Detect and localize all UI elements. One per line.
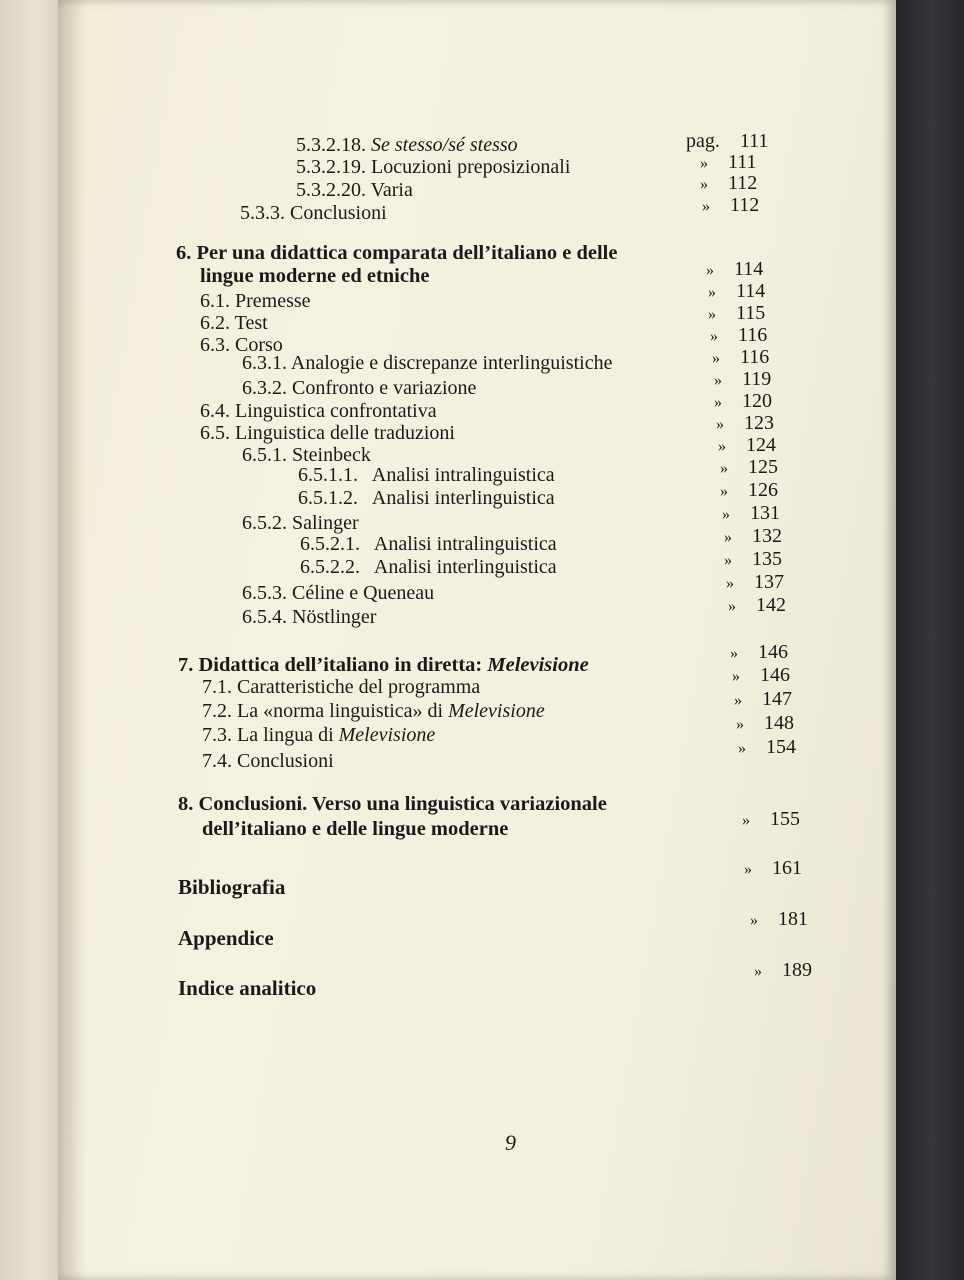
- toc-entry: 6.5.4. Nöstlinger: [242, 606, 377, 628]
- toc-entry: 6.2. Test: [200, 312, 268, 334]
- toc-page-ref: » 148: [736, 712, 794, 734]
- toc-entry: 6.5.3. Céline e Queneau: [242, 582, 435, 604]
- toc-page-ref: » 114: [706, 258, 764, 280]
- toc-page-ref: » 123: [716, 412, 774, 434]
- toc-entry: 6.3. Corso: [200, 334, 283, 356]
- toc-page-ref: » 131: [722, 502, 780, 524]
- toc-page-ref: » 181: [750, 908, 808, 930]
- toc-entry: 6.5.1.1. Analisi intralinguistica: [298, 464, 555, 486]
- toc-page-ref: » 155: [742, 808, 800, 830]
- toc-entry: 6.5.2. Salinger: [242, 512, 359, 534]
- toc-entry: 6.4. Linguistica confrontativa: [200, 400, 437, 422]
- toc-page-ref: » 132: [724, 525, 782, 547]
- toc-page-ref: » 125: [720, 456, 778, 478]
- toc-entry: 5.3.2.18. Se stesso/sé stesso: [296, 134, 518, 156]
- appendix-heading: Appendice: [178, 926, 274, 950]
- toc-entry: 6.5.1.2. Analisi interlinguistica: [298, 487, 555, 509]
- toc-page-ref: » 146: [732, 664, 790, 686]
- toc-entry: 5.3.2.20. Varia: [296, 179, 413, 201]
- toc-page-ref: » 126: [720, 479, 778, 501]
- toc-page-ref: » 146: [730, 641, 788, 663]
- page-number: 9: [505, 1130, 516, 1155]
- toc-page-ref: » 120: [714, 390, 772, 412]
- index-heading: Indice analitico: [178, 976, 317, 1000]
- toc-entry: 7.2. La «norma linguistica» di Melevisione: [202, 700, 545, 722]
- toc-entry: 6.5. Linguistica delle traduzioni: [200, 422, 455, 444]
- toc-page-ref: » 114: [708, 280, 766, 302]
- toc-entry: 6.3.1. Analogie e discrepanze interlinguistiche: [242, 352, 613, 374]
- toc-page-ref: pag. 111: [686, 130, 769, 152]
- toc-page-ref: » 111: [700, 151, 757, 173]
- toc-entry: 5.3.3. Conclusioni: [240, 202, 387, 224]
- toc-page-ref: » 115: [708, 302, 766, 324]
- chapter-heading-continued: lingue moderne ed etniche: [200, 265, 430, 287]
- bibliography-heading: Bibliografia: [178, 875, 286, 899]
- toc-page-ref: » 189: [754, 959, 812, 981]
- chapter-heading: 8. Conclusioni. Verso una linguistica variazionale: [178, 793, 607, 815]
- toc-page-ref: » 112: [702, 194, 760, 216]
- toc-page-ref: » 142: [728, 594, 786, 616]
- toc-page-ref: » 112: [700, 172, 758, 194]
- toc-entry: 6.3.2. Confronto e variazione: [242, 377, 477, 399]
- toc-page-ref: » 147: [734, 688, 792, 710]
- toc-page-ref: » 154: [738, 736, 796, 758]
- toc-page-ref: » 161: [744, 857, 802, 879]
- chapter-heading-continued: dell’italiano e delle lingue moderne: [202, 818, 509, 840]
- toc-entry: 6.5.2.1. Analisi intralinguistica: [300, 533, 557, 555]
- toc-entry: 7.4. Conclusioni: [202, 750, 334, 772]
- toc-entry: 6.5.2.2. Analisi interlinguistica: [300, 556, 557, 578]
- toc-entry: 5.3.2.19. Locuzioni preposizionali: [296, 156, 571, 178]
- toc-entry: 6.5.1. Steinbeck: [242, 444, 371, 466]
- toc-page-ref: » 124: [718, 434, 776, 456]
- chapter-heading: 7. Didattica dell’italiano in diretta: Melevisione: [178, 654, 589, 676]
- toc-page-ref: » 135: [724, 548, 782, 570]
- chapter-heading: 6. Per una didattica comparata dell’italiano e delle: [176, 242, 618, 264]
- toc-page-ref: » 116: [710, 324, 768, 346]
- toc-entry: 7.3. La lingua di Melevisione: [202, 724, 436, 746]
- toc-entry: 6.1. Premesse: [200, 290, 311, 312]
- toc-page-ref: » 137: [726, 571, 784, 593]
- toc-page-ref: » 119: [714, 368, 772, 390]
- toc-entry: 7.1. Caratteristiche del programma: [202, 676, 481, 698]
- toc-page-ref: » 116: [712, 346, 770, 368]
